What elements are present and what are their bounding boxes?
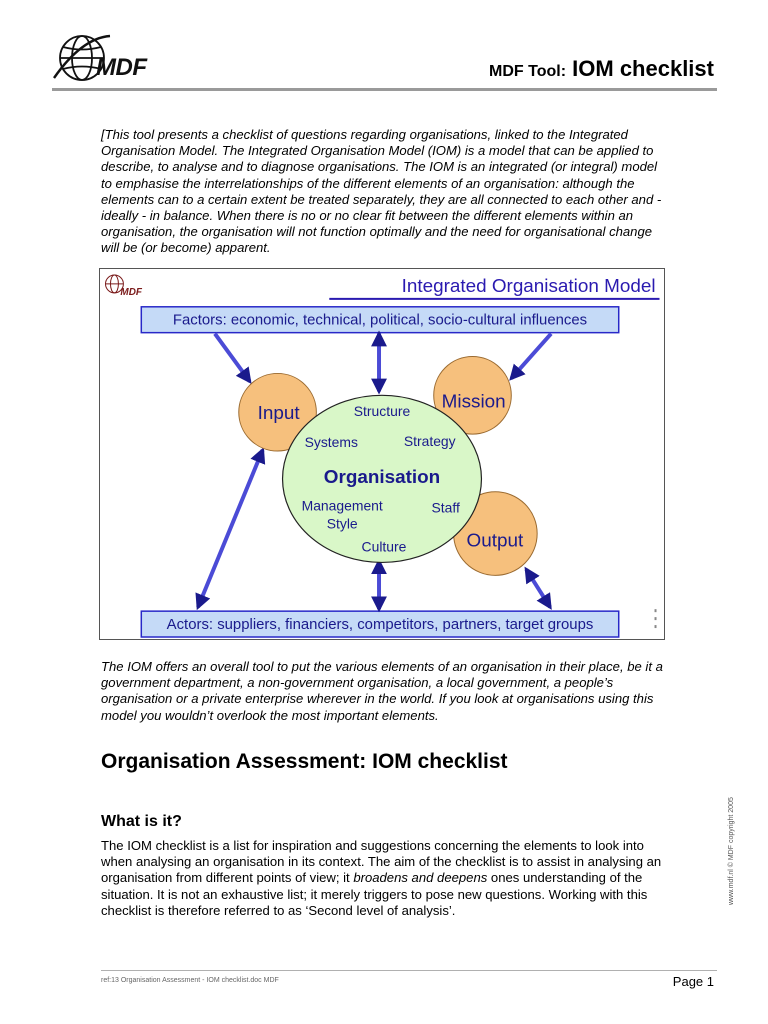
- closing-paragraph: The IOM offers an overall tool to put the various elements of an organisation in their place, be it a government department, a non-government organisation, a local government, a people’s organisation or a private enterprise wherever in the world. If you look at organisations using this model you wouldn’t overlook the most important elements.: [101, 659, 663, 723]
- arrow-factors-input: [215, 334, 250, 382]
- side-copyright: www.mdf.nl © MDF copyright 2005: [728, 797, 735, 905]
- intro-paragraph: [This tool presents a checklist of questions regarding organisations, linked to the Integrated Organisation Model. The Integrated Organisation Model (IOM) is a model that can be applied to describe, to analyse and to diagnose organisations. The IOM is an integrated (or integral) model to emphasise the interrelationships of the different elements of an organisation: although the elements can to a certain extent be treated separately, they are all connected to each other and - ideally - in balance. When there is no or no clear fit between the different elements within an organisation, the organisation will not function optimally and the need for organisational change will be (or become) apparent.: [101, 127, 662, 256]
- section-heading: Organisation Assessment: IOM checklist: [101, 750, 508, 773]
- element-structure: Structure: [353, 403, 411, 420]
- section-subheading: What is it?: [101, 813, 182, 830]
- arrow-factors-mission: [511, 334, 551, 379]
- page-header-title: [489, 56, 714, 82]
- element-systems: Systems: [304, 434, 358, 451]
- actors-label: Actors: suppliers, financiers, competitors, partners, target groups: [166, 617, 594, 634]
- header-divider: [52, 88, 717, 91]
- element-style: Style: [326, 515, 358, 532]
- diagram-title: Integrated Organisation Model: [401, 275, 656, 297]
- footer-divider: [101, 970, 717, 971]
- slide-reference-mark: [655, 609, 657, 628]
- arrow-input-actors: [198, 450, 263, 607]
- organisation-label: Organisation: [323, 466, 441, 488]
- body-text-part1: The IOM checklist is a list for inspiration and suggestions concerning the elements to look into when analysing an organisation in its context. The aim of the checklist is to assist in analysing an organisation from different points of view; it: [101, 838, 662, 886]
- mission-label: Mission: [441, 391, 506, 413]
- output-label: Output: [466, 530, 524, 552]
- body-text-part2: ones understanding of the situation. It is not an exhaustive list; it merely triggers to pose new questions. Working with this checklist is therefore referred to as ‘Second level of analysis’.: [101, 870, 648, 918]
- iom-diagram: [99, 268, 665, 640]
- element-strategy: Strategy: [403, 433, 456, 450]
- page-number: Page 1: [672, 974, 714, 989]
- factors-label: Factors: economic, technical, political, socio-cultural influences: [172, 312, 588, 329]
- body-text-emphasis: broadens and deepens: [353, 870, 488, 886]
- body-paragraph: [101, 838, 671, 919]
- footer-reference: ref:13 Organisation Assessment - IOM checklist.doc MDF: [101, 977, 279, 984]
- element-management: Management: [301, 497, 383, 514]
- input-label: Input: [257, 403, 300, 425]
- arrow-output-actors: [526, 569, 550, 607]
- iom-diagram-canvas: [100, 269, 664, 639]
- diagram-logo-text: MDF: [120, 286, 142, 298]
- element-staff: Staff: [431, 499, 460, 516]
- mdf-logo-text: MDF: [96, 54, 147, 81]
- header-title-prefix: MDF Tool:: [489, 63, 567, 80]
- element-culture: Culture: [361, 538, 407, 555]
- header-title-main: IOM checklist: [572, 56, 714, 81]
